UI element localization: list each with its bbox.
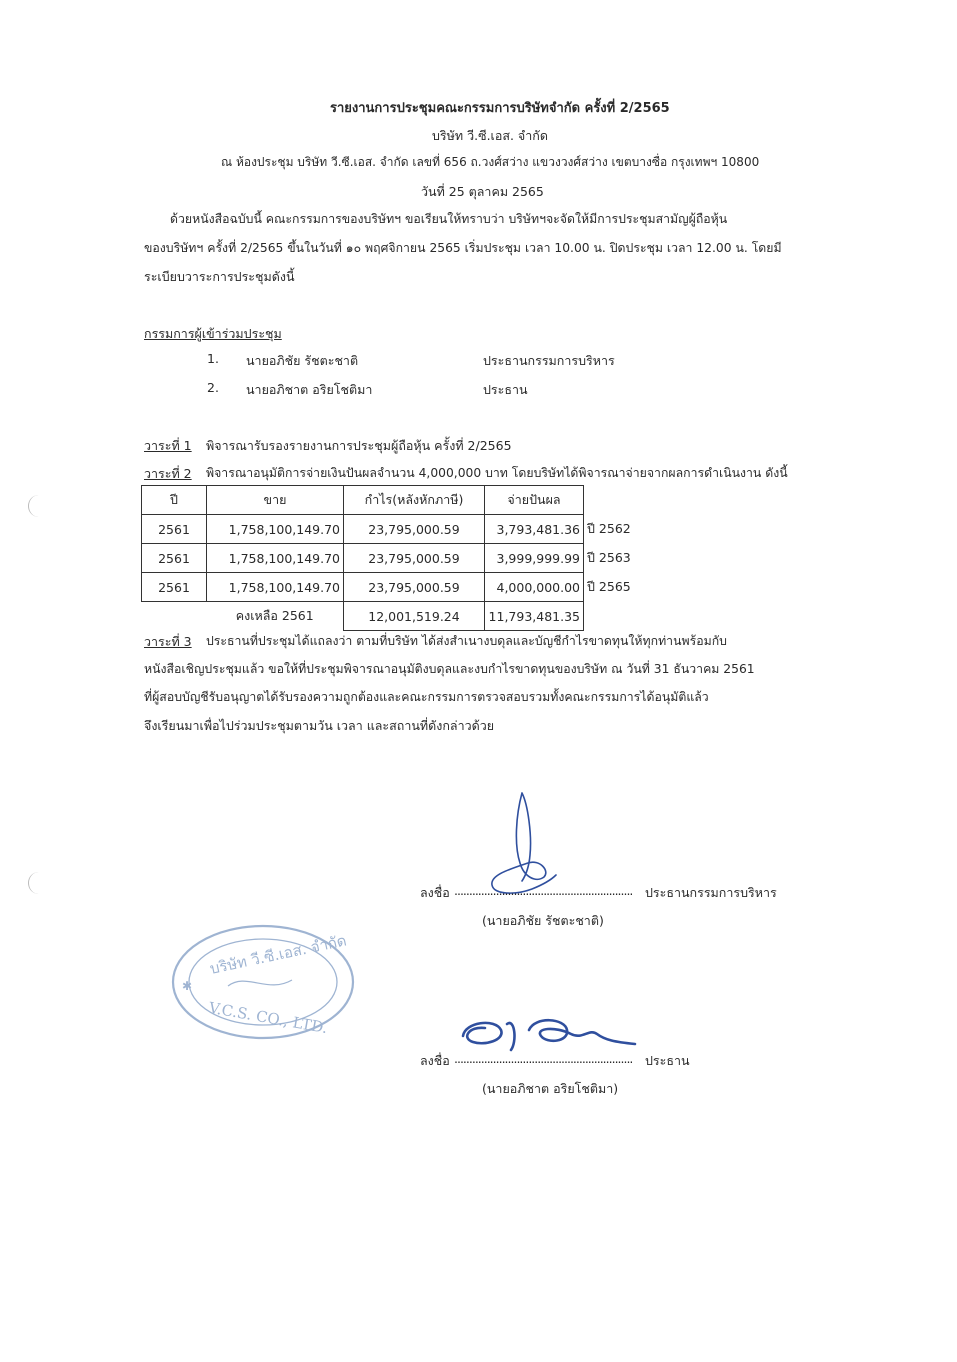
cell-profit: 23,795,000.59: [344, 544, 485, 573]
intro-line-3: ระเบียบวาระการประชุมดังนี้: [144, 269, 295, 284]
header-year: ปี: [142, 486, 207, 515]
cell-sales: 1,758,100,149.70: [207, 515, 344, 544]
signature-2-line: ............................................................: [454, 1051, 633, 1066]
cell-empty: [584, 602, 651, 631]
cell-profit: 23,795,000.59: [344, 515, 485, 544]
remaining-dividend: 11,793,481.35: [485, 602, 584, 631]
header-profit: กำไร(หลังหักภาษี): [344, 486, 485, 515]
cell-year: 2561: [142, 573, 207, 602]
cell-empty: [142, 602, 207, 631]
stamp-text-top: บริษัท วี.ซี.เอส. จำกัด: [208, 931, 349, 978]
table-row: [142, 544, 651, 573]
intro-line-1: ด้วยหนังสือฉบับนี้ คณะกรรมการของบริษัทฯ ขอเรียนให้ทราบว่า บริษัทฯจะจัดให้มีการประชุมสามัญผู้ถือหุ้น: [170, 212, 728, 226]
agenda-3-line-2: หนังสือเชิญประชุมแล้ว ขอให้ที่ประชุมพิจารณาอนุมัติงบดุลและงบกำไรขาดทุนของบริษัท ณ วันที่ 31 ธันวาคม 2561: [144, 662, 755, 676]
agenda-1-text: พิจารณารับรองรายงานการประชุมผู้ถือหุ้น ครั้งที่ 2/2565: [206, 438, 512, 453]
document-title: รายงานการประชุมคณะกรรมการบริษัทจำกัด ครั้งที่ 2/2565: [330, 101, 670, 116]
attendee-1-no: 1.: [207, 351, 219, 366]
intro-line-2: ของบริษัทฯ ครั้งที่ 2/2565 ขึ้นในวันที่ ๑๐ พฤศจิกายน 2565 เริ่มประชุม เวลา 10.00 น. ปิดประชุม เวลา 12.00 น. โดยมี: [144, 241, 782, 255]
agenda-3-line-3: ที่ผู้สอบบัญชีรับอนุญาตได้รับรองความถูกต้องและคณะกรรมการตรวจสอบรวมทั้งคณะกรรมการได้อนุมัติแล้ว: [144, 690, 709, 704]
cell-year: 2561: [142, 544, 207, 573]
binder-mark: [28, 872, 49, 894]
attendees-heading: กรรมการผู้เข้าร่วมประชุม: [144, 326, 282, 341]
attendee-2-role: ประธาน: [483, 382, 528, 397]
agenda-3-label: วาระที่ 3: [144, 634, 192, 649]
cell-sales: 1,758,100,149.70: [207, 573, 344, 602]
cell-dividend: 3,793,481.36: [485, 515, 584, 544]
svg-text:✱: ✱: [182, 979, 193, 993]
header-dividend: จ่ายปันผล: [485, 486, 584, 515]
signature-2-title: ประธาน: [645, 1053, 690, 1068]
signature-1-line: ............................................................: [454, 883, 633, 898]
meeting-date: วันที่ 25 ตุลาคม 2565: [421, 184, 544, 199]
agenda-2-text: พิจารณาอนุมัติการจ่ายเงินปันผลจำนวน 4,000,000 บาท โดยบริษัทได้พิจารณาจ่ายจากผลการดำเนินงาน ดังนี้: [206, 466, 788, 480]
cell-pay-year: ปี 2562: [587, 521, 631, 536]
table-remaining-row: [142, 602, 651, 631]
cell-sales: 1,758,100,149.70: [207, 544, 344, 573]
table-row: [142, 515, 651, 544]
cell-dividend: 4,000,000.00: [485, 573, 584, 602]
cell-dividend: 3,999,999.99: [485, 544, 584, 573]
header-spacer: [584, 486, 651, 515]
signature-2-prefix: ลงชื่อ: [420, 1053, 450, 1068]
cell-profit: 23,795,000.59: [344, 573, 485, 602]
binder-mark: [28, 495, 49, 517]
stamp-text-bottom: V.C.S. CO., LTD.: [207, 998, 329, 1038]
attendee-1-name: นายอภิชัย รัชตะชาติ: [246, 353, 359, 368]
attendee-1-role: ประธานกรรมการบริหาร: [483, 353, 615, 368]
cell-year: 2561: [142, 515, 207, 544]
cell-pay-year: ปี 2565: [587, 579, 631, 594]
table-row: [142, 573, 651, 602]
meeting-location: ณ ห้องประชุม บริษัท วี.ซี.เอส. จำกัด เลขที่ 656 ถ.วงศ์สว่าง แขวงวงศ์สว่าง เขตบางซื่อ กรุงเทพฯ 10800: [221, 155, 760, 169]
company-stamp: [168, 918, 358, 1046]
attendee-2-no: 2.: [207, 380, 219, 395]
agenda-3-line-1: ประธานที่ประชุมได้แถลงว่า ตามที่บริษัท ได้ส่งสำเนางบดุลและบัญชีกำไรขาดทุนให้ทุกท่านพร้อมกับ: [206, 634, 727, 648]
signature-1-prefix: ลงชื่อ: [420, 885, 450, 900]
agenda-3-line-4: จึงเรียนมาเพื่อไปร่วมประชุมตามวัน เวลา และสถานที่ดังกล่าวด้วย: [144, 718, 495, 733]
dividend-table: [141, 485, 651, 631]
company-name: บริษัท วี.ซี.เอส. จำกัด: [432, 128, 548, 143]
signature-1-title: ประธานกรรมการบริหาร: [645, 885, 777, 900]
signature-1-name: (นายอภิชัย รัชตะชาติ): [482, 913, 604, 928]
agenda-2-label: วาระที่ 2: [144, 466, 192, 481]
attendee-2-name: นายอภิชาต อริยโชติมา: [246, 382, 373, 397]
signature-2-name: (นายอภิชาต อริยโชติมา): [482, 1081, 619, 1096]
agenda-1-label: วาระที่ 1: [144, 438, 192, 453]
remaining-label: คงเหลือ 2561: [235, 608, 314, 624]
header-sales: ขาย: [207, 486, 344, 515]
table-header-row: [142, 486, 651, 515]
remaining-profit: 12,001,519.24: [344, 602, 485, 631]
cell-pay-year: ปี 2563: [587, 550, 631, 565]
